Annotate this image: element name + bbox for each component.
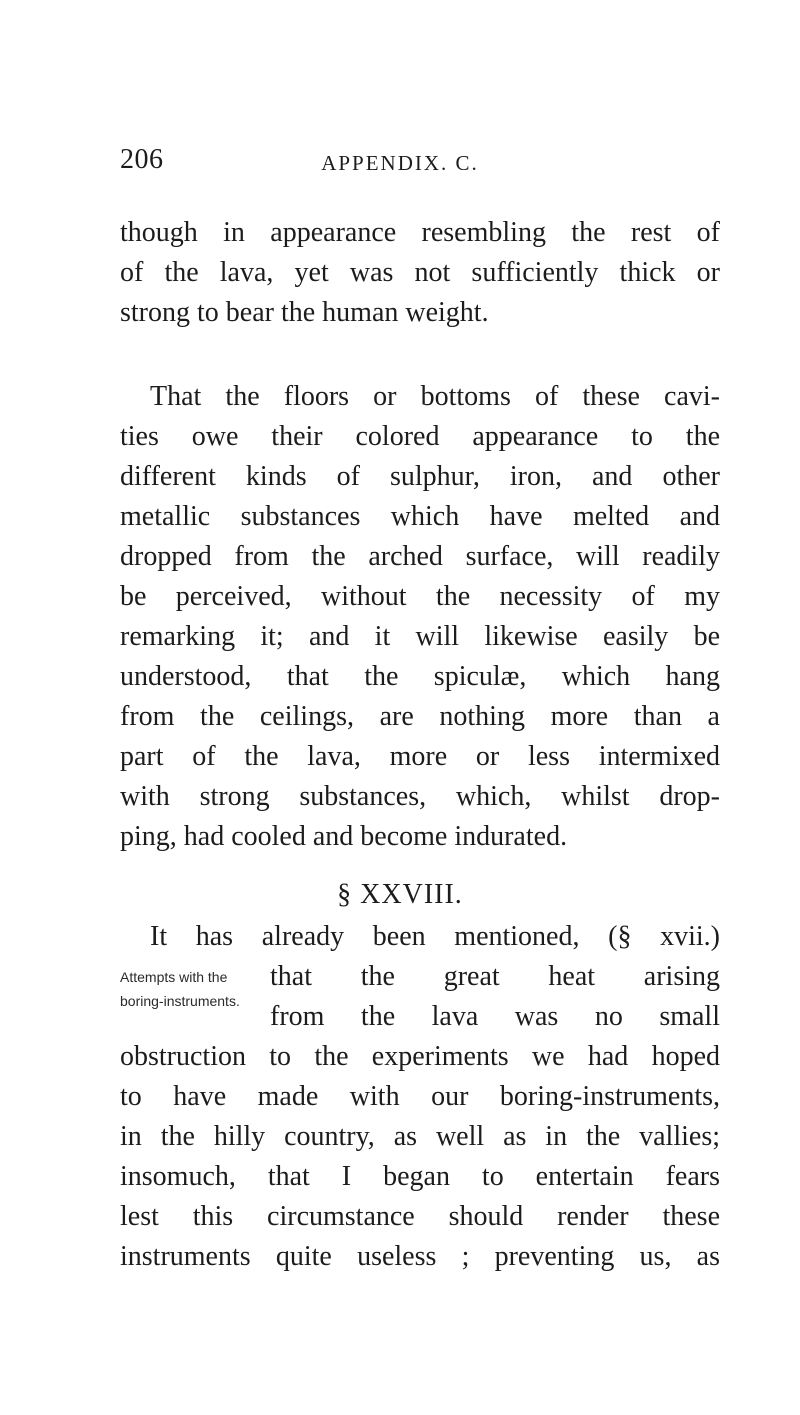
text-line: of the lava, yet was not sufficiently thick or: [120, 257, 720, 288]
running-head: APPENDIX. C.: [321, 151, 479, 175]
text-line: from the ceilings, are nothing more than a: [120, 701, 720, 732]
text-line: It has already been mentioned, (§ xvii.): [150, 921, 720, 952]
text-line: from the lava was no small: [270, 1001, 720, 1032]
text-line: with strong substances, which, whilst drop-: [120, 781, 720, 812]
text-line: though in appearance resembling the rest of: [120, 217, 720, 248]
text-line: ping, had cooled and become indurated.: [120, 821, 568, 852]
text-line: remarking it; and it will likewise easily be: [120, 621, 720, 652]
text-line: that the great heat arising: [270, 961, 720, 992]
text-line: insomuch, that I began to entertain fears: [120, 1161, 720, 1192]
section-heading: § XXVIII.: [337, 879, 463, 910]
text-line: That the floors or bottoms of these cavi-: [150, 381, 720, 412]
margin-note: Attempts with the: [120, 969, 228, 985]
text-line: metallic substances which have melted and: [120, 501, 720, 532]
text-line: strong to bear the human weight.: [120, 297, 489, 328]
text-line: understood, that the spiculæ, which hang: [120, 661, 720, 692]
page-number: 206: [120, 144, 164, 175]
text-line: different kinds of sulphur, iron, and other: [120, 461, 720, 492]
text-line: lest this circumstance should render these: [120, 1201, 720, 1232]
text-line: be perceived, without the necessity of my: [120, 581, 720, 612]
text-line: dropped from the arched surface, will readily: [120, 541, 720, 572]
text-line: part of the lava, more or less intermixed: [120, 741, 720, 772]
text-line: in the hilly country, as well as in the vallies;: [120, 1121, 720, 1152]
text-line: ties owe their colored appearance to the: [120, 421, 720, 452]
text-line: to have made with our boring-instruments,: [120, 1081, 720, 1112]
text-line: instruments quite useless ; preventing us, as: [120, 1241, 720, 1272]
margin-note: boring-instruments.: [120, 993, 240, 1009]
text-line: obstruction to the experiments we had hoped: [120, 1041, 720, 1072]
